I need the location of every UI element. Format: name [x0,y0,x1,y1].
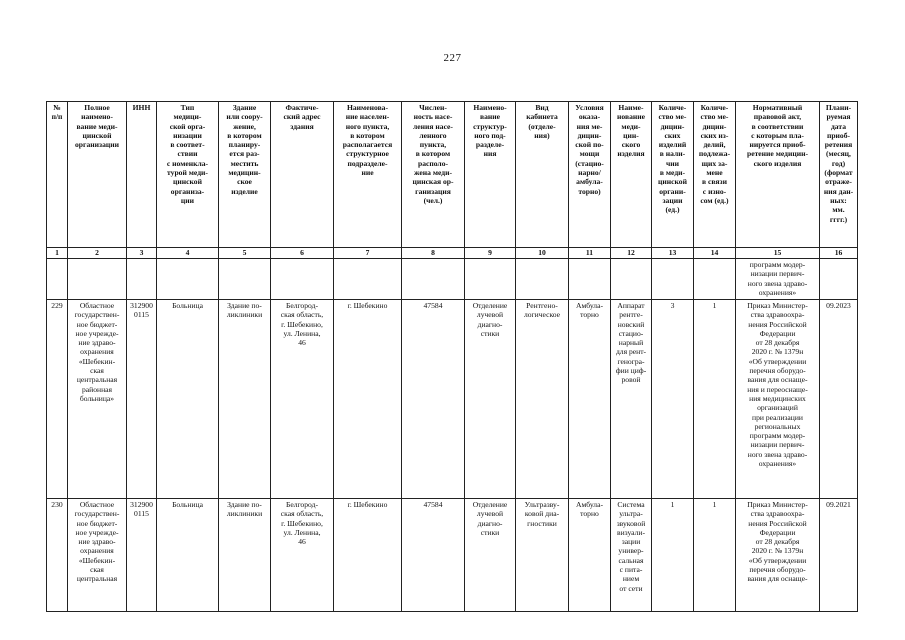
col-header-11: Условия оказа- ния ме- дицин- ской по- мощи (стацио- нарно/ амбула- торно) [569,102,611,248]
col-header-3: ИНН [127,102,157,248]
address: Белгород- ская область, г. Шебекино, ул. Ленина, 46 [271,300,334,499]
table-cell [569,259,611,300]
col-number: 3 [127,248,157,259]
table-cell [820,259,858,300]
row-number: 230 [47,499,68,612]
table-cell [157,259,219,300]
page-number: 227 [443,52,462,64]
devices-to-replace: 1 [694,499,736,612]
cabinet-type: Ультразву- ковой диа- гностики [516,499,569,612]
table-cell [219,259,271,300]
table-cell [127,259,157,300]
col-header-9: Наимено- вание структур- ного под- разделе- ния [465,102,516,248]
department: Отделение лучевой диагно- стики [465,499,516,612]
population: 47584 [402,300,465,499]
devices-to-replace: 1 [694,300,736,499]
col-number: 2 [68,248,127,259]
settlement: г. Шебекино [334,300,402,499]
row-number: 229 [47,300,68,499]
organization-type: Больница [157,300,219,499]
col-header-14: Количе- ство ме- дицин- ских из- делий, подлежа- щих за- мене в связи с изно- сом (ед.) [694,102,736,248]
col-number: 14 [694,248,736,259]
col-header-13: Количе- ство ме- дицин- ских изделий в нали- чии в меди- цинской органи- зации (ед.) [652,102,694,248]
col-number: 8 [402,248,465,259]
col-number: 7 [334,248,402,259]
address: Белгород- ская область, г. Шебекино, ул. Ленина, 46 [271,499,334,612]
cabinet-type: Рентгено- логическое [516,300,569,499]
table-row [47,499,858,612]
col-header-12: Наиме- нование меди- цин- ского изделия [611,102,652,248]
table-cell [68,259,127,300]
table-cell [271,259,334,300]
legal-act: Приказ Министер- ства здравоохра- нения Российской Федерации от 28 декабря 2020 г. № 1379н «Об утверждении перечня оборудо- вания для оснаще- ния и переоснаще- ния медицинских организаций при реализации региональных программ модер- низации первич- ного звена здраво- охранения» [736,300,820,499]
table-cell [47,259,68,300]
column-number-row [47,248,858,259]
inn: 312900 0115 [127,300,157,499]
col-number: 6 [271,248,334,259]
planned-date: 09.2021 [820,499,858,612]
col-number: 5 [219,248,271,259]
continuation-row [47,259,858,300]
col-header-7: Наименова- ние населен- ного пункта, в котором располагается структурное подразделе- ние [334,102,402,248]
col-number: 11 [569,248,611,259]
settlement: г. Шебекино [334,499,402,612]
col-header-5: Здание или соору- жение, в котором планиру- ется раз- местить медицин- ское изделие [219,102,271,248]
col-header-8: Числен- ность насе- ления насе- ленного пункта, в котором располо- жена меди- цинская ор- ганизация (чел.) [402,102,465,248]
table-cell [611,259,652,300]
header-row [47,102,858,248]
col-header-6: Фактиче- ский адрес здания [271,102,334,248]
table-cell [516,259,569,300]
col-number: 4 [157,248,219,259]
col-header-2: Полное наимено- вание меди- цинской организации [68,102,127,248]
col-number: 10 [516,248,569,259]
department: Отделение лучевой диагно- стики [465,300,516,499]
device-name: Система ультра- звуковой визуали- зации универ- сальная с пита- нием от сети [611,499,652,612]
building: Здание по- ликлиники [219,300,271,499]
table-row [47,300,858,499]
devices-available: 3 [652,300,694,499]
col-number: 16 [820,248,858,259]
col-number: 15 [736,248,820,259]
col-header-15: Нормативный правовой акт, в соответствии с которым пла- нируется приоб- ретение медицин- ского изделия [736,102,820,248]
population: 47584 [402,499,465,612]
building: Здание по- ликлиники [219,499,271,612]
legal-act: Приказ Министер- ства здравоохра- нения Российской Федерации от 28 декабря 2020 г. № 1379н «Об утверждении перечня оборудо- вания для оснаще- [736,499,820,612]
col-number: 13 [652,248,694,259]
col-number: 1 [47,248,68,259]
organization-type: Больница [157,499,219,612]
table-cell [334,259,402,300]
table-cell [652,259,694,300]
care-conditions: Амбула- торно [569,499,611,612]
col-number: 12 [611,248,652,259]
table-cell [465,259,516,300]
organization-name: Областное государствен- ное бюджет- ное учрежде- ние здраво- охранения «Шебекин- ская центральная [68,499,127,612]
table-cell [402,259,465,300]
col-header-16: Плани- руемая дата приоб- ретения (месяц, год) (формат отраже- ния дан- ных: мм. гггг.) [820,102,858,248]
legal-act-continuation: программ модер- низации первич- ного звена здраво- охранения» [736,259,820,300]
col-header-4: Тип медици- ской орга- низации в соответ- ствии с номенкла- турой меди- цинской организа- ции [157,102,219,248]
care-conditions: Амбула- торно [569,300,611,499]
equipment-table [46,101,858,612]
col-header-10: Вид кабинета (отделе- ния) [516,102,569,248]
col-header-1: № п/п [47,102,68,248]
organization-name: Областное государствен- ное бюджет- ное учрежде- ние здраво- охранения «Шебекин- ская центральная районная больница» [68,300,127,499]
inn: 312900 0115 [127,499,157,612]
devices-available: 1 [652,499,694,612]
table-cell [694,259,736,300]
planned-date: 09.2023 [820,300,858,499]
col-number: 9 [465,248,516,259]
device-name: Аппарат рентге- новский стацио- нарный для рент- геногра- фии циф- ровой [611,300,652,499]
